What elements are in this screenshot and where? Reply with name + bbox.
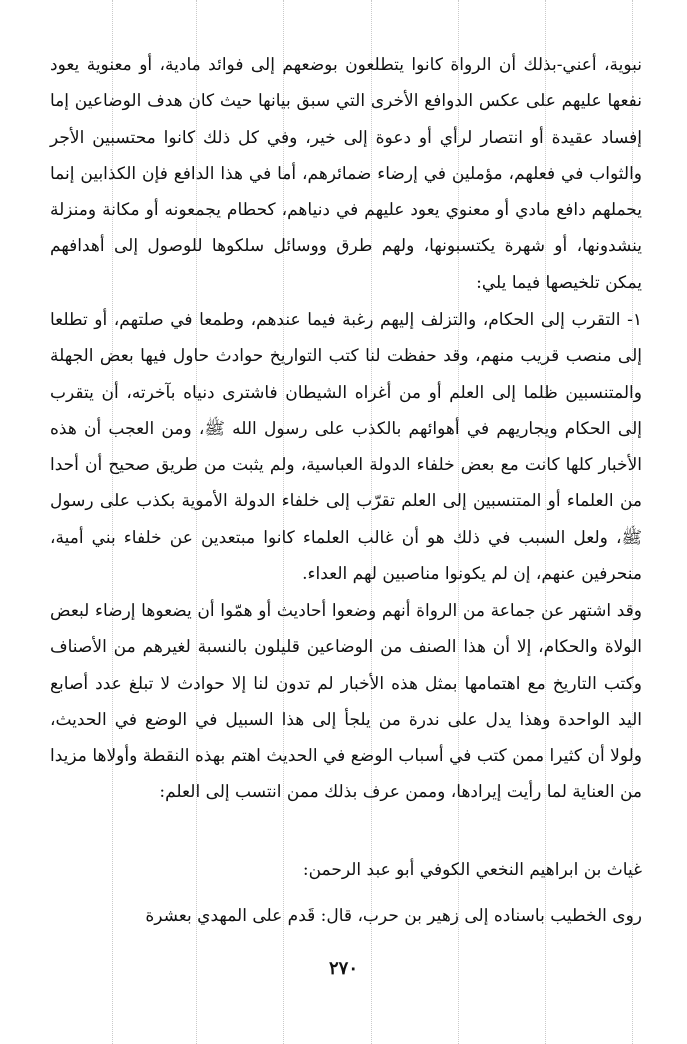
paragraph-rare-cases: وقد اشتهر عن جماعة من الرواة أنهم وضعوا أحاديث أو همّوا أن يضعوها إرضاء لبعض الولاة والحكام، إلا أن هذا الصنف من الوضاعين قليلون بالنسبة لغيرهم من الأصناف وكتب التاريخ مع اهتمامها بمثل هذه الأخبار لم تدون لنا إلا حوادث لا تبلغ عدد أصابع اليد الواحدة وهذا يدل على ندرة من يلجأ إلى هذا السبيل في الوضع في الحديث، ولولا أن كثيرا ممن كتب في أسباب الوضع في الحديث اهتم بهذه النقطة وأولاها مزيدا من العناية لما رأيت إيرادها، وممن عرف بذلك ممن انتسب إلى العلم:: [50, 601, 642, 803]
paragraph-rulers-flattery: ١- التقرب إلى الحكام، والتزلف إليهم رغبة فيما عندهم، وطمعا في صلتهم، أو تطلعا إلى منصب قريب منهم، وقد حفظت لنا كتب التواريخ حوادث حاول فيها بعض الجهلة والمتنسبين ظلما إلى العلم أو من أغراه الشيطان فاشترى دنياه بآخرته، أن يتقرب إلى الحكام ويجاريهم في أهوائهم بالكذب على رسول الله ﷺ، ومن العجب أن هذه الأخبار كلها كانت مع بعض خلفاء الدولة العباسية، ولم يثبت من طريق صحيح أن أحدا من العلماء أو المتنسبين إلى العلم تقرّب إلى خلفاء الدولة الأموية بكذب على رسول ﷺ، ولعل السبب في ذلك هو أن غالب العلماء كانوا مبتعدين عن خلفاء بني أمية، منحرفين عنهم، إن لم يكونوا مناصبين لهم العداء.: [50, 310, 642, 585]
paragraph-motives-intro: نبوية، أعني-بذلك أن الرواة كانوا يتطلعون بوضعهم إلى فوائد مادية، أو معنوية يعود نفعها عليهم على عكس الدوافع الأخرى التي سبق بيانها حيث كان هدف الوضاعين إما إفساد عقيدة أو انتصار لرأي أو دعوة إلى خير، وفي كل ذلك كانوا محتسبين الأجر والثواب في فعلهم، مؤملين في إرضاء ضمائرهم، أما في هذا الدافع فإن الكذابين إنما يحملهم دافع مادي أو معنوي يعود عليهم في دنياهم، كحطام يجمعونه أو مكانة ومنزلة ينشدونها، أو شهرة يكتسبونها، ولهم طرق ووسائل سلكوها للوصول إلى أهدافهم يمكن تلخيصها فيما يلي:: [50, 55, 642, 293]
paragraph-narrator-heading: غياث بن ابراهيم النخعي الكوفي أبو عبد الرحمن:: [302, 860, 642, 880]
paragraph-khatib-narration: روى الخطيب باسناده إلى زهير بن حرب، قال: قَدم على المهدي بعشرة: [145, 906, 642, 926]
page-number: ٢٧٠: [328, 958, 358, 979]
